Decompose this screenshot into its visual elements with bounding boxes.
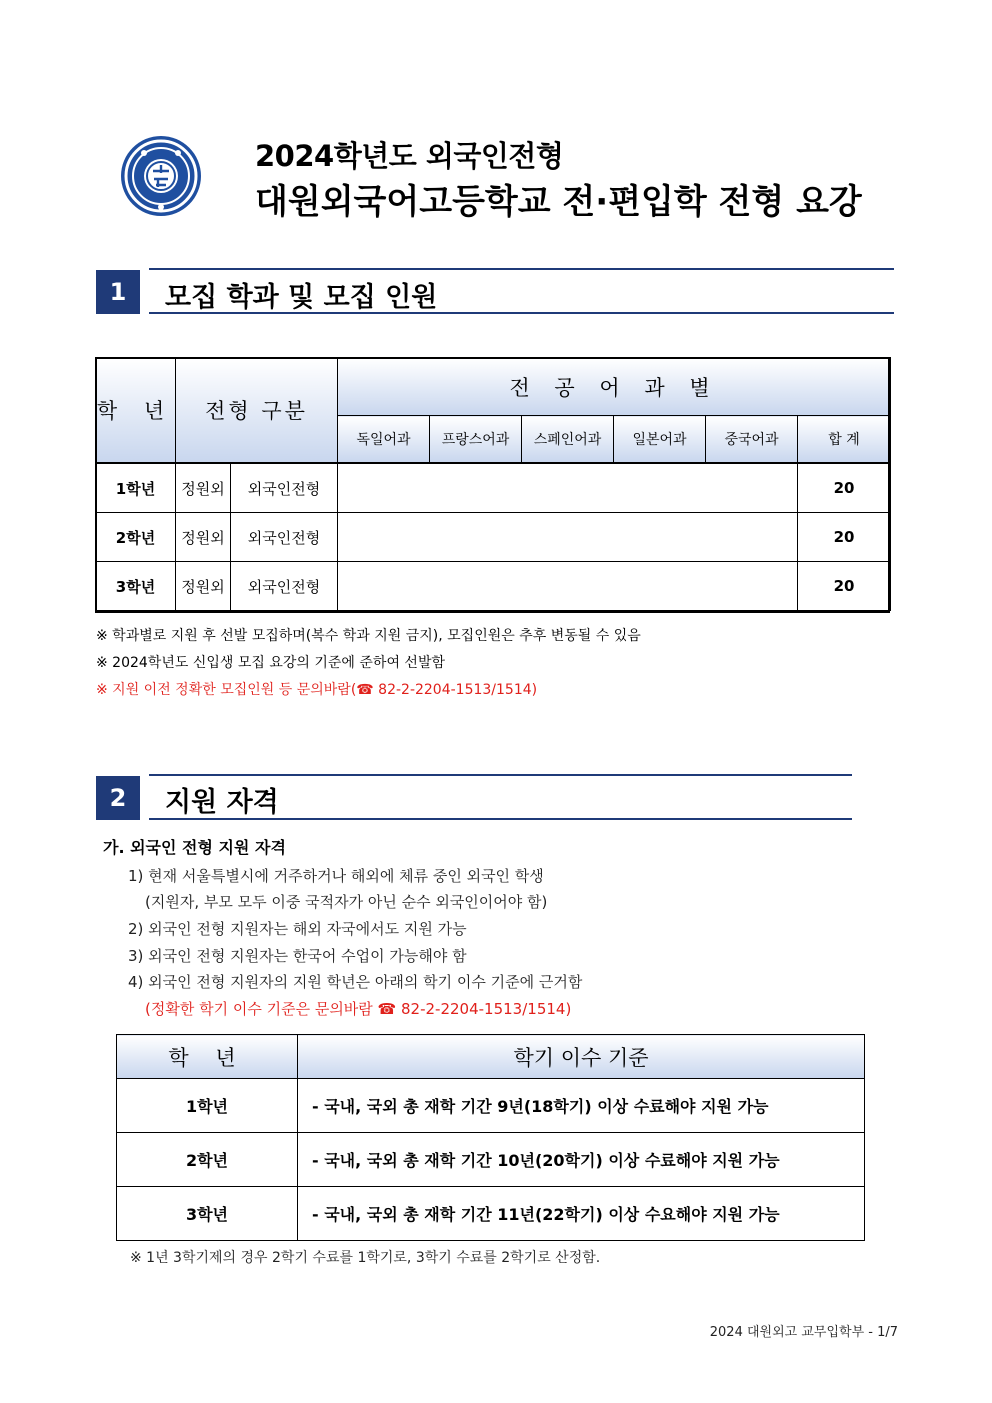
semester-footnote: ※ 1년 3학기제의 경우 2학기 수료를 1학기로, 3학기 수료를 2학기로 산정함.: [130, 1250, 601, 1266]
col-type-header: 전형 구분: [176, 358, 338, 464]
table-row: [117, 1079, 865, 1133]
row-grade: 1학년: [117, 1079, 298, 1133]
col-grade-header: 학 년: [117, 1035, 298, 1079]
row-majors-cell: [338, 513, 798, 562]
col-major-group-header: 전 공 어 과 별: [338, 358, 891, 416]
note-2: ※ 2024학년도 신입생 모집 요강의 기준에 준하여 선발함: [96, 655, 445, 671]
row-criteria: - 국내, 국외 총 재학 기간 10년(20학기) 이상 수료해야 지원 가능: [298, 1133, 865, 1187]
row-grade: 3학년: [117, 1187, 298, 1241]
row-category: 정원외: [176, 562, 231, 611]
note-1: ※ 학과별로 지원 후 선발 모집하며(복수 학과 지원 금지), 모집인원은 추후 변동될 수 있음: [96, 628, 641, 644]
eligibility-item: (지원자, 부모 모두 이중 국적자가 아닌 순수 외국인이어야 함): [145, 893, 548, 911]
table-row: [96, 513, 891, 562]
col-major-japanese: 일본어과: [614, 416, 706, 464]
section1-number: 1: [96, 270, 140, 314]
eligibility-subheading: 가. 외국인 전형 지원 자격: [103, 838, 286, 857]
col-major-spanish: 스페인어과: [522, 416, 614, 464]
col-major-german: 독일어과: [338, 416, 430, 464]
col-major-chinese: 중국어과: [706, 416, 798, 464]
col-major-french: 프랑스어과: [430, 416, 522, 464]
eligibility-item: 1) 현재 서울특별시에 거주하거나 해외에 체류 중인 외국인 학생: [128, 867, 544, 885]
table-row: [96, 463, 891, 513]
row-criteria: - 국내, 국외 총 재학 기간 11년(22학기) 이상 수요해야 지원 가능: [298, 1187, 865, 1241]
row-type: 외국인전형: [231, 463, 338, 513]
row-grade: 3학년: [96, 562, 176, 611]
eligibility-item: 2) 외국인 전형 지원자는 해외 자국에서도 지원 가능: [128, 920, 467, 938]
col-total-header: 합 계: [798, 416, 891, 464]
row-majors-cell: [338, 463, 798, 513]
note-3: ※ 지원 이전 정확한 모집인원 등 문의바람(☎ 82-2-2204-1513/1514): [96, 682, 538, 698]
col-grade-header: 학 년: [96, 358, 176, 464]
row-type: 외국인전형: [231, 562, 338, 611]
col-criteria-header: 학기 이수 기준: [298, 1035, 865, 1079]
row-grade: 2학년: [96, 513, 176, 562]
school-emblem-icon: [120, 135, 202, 217]
section2-title: 지원 자격: [165, 787, 279, 818]
section2-top-rule: [149, 774, 852, 776]
row-grade: 1학년: [96, 463, 176, 513]
section1-title: 모집 학과 및 모집 인원: [165, 282, 438, 313]
semester-criteria-table: [116, 1034, 865, 1241]
recruitment-table: [95, 357, 891, 611]
row-criteria: - 국내, 국외 총 재학 기간 9년(18학기) 이상 수료해야 지원 가능: [298, 1079, 865, 1133]
eligibility-item-contact: (정확한 학기 이수 기준은 문의바람 ☎ 82-2-2204-1513/1514): [145, 1000, 572, 1018]
page-title-line1: 2024학년도 외국인전형: [255, 139, 564, 173]
row-majors-cell: [338, 562, 798, 611]
row-type: 외국인전형: [231, 513, 338, 562]
page-title-line2: 대원외국어고등학교 전·편입학 전형 요강: [255, 182, 862, 222]
eligibility-item: 3) 외국인 전형 지원자는 한국어 수업이 가능해야 함: [128, 947, 467, 965]
row-total: 20: [798, 513, 891, 562]
row-category: 정원외: [176, 463, 231, 513]
section1-top-rule: [149, 268, 894, 270]
row-category: 정원외: [176, 513, 231, 562]
eligibility-item: 4) 외국인 전형 지원자의 지원 학년은 아래의 학기 이수 기준에 근거함: [128, 973, 583, 991]
table-row: [117, 1187, 865, 1241]
table-row: [117, 1133, 865, 1187]
table-row: [96, 562, 891, 611]
page-footer: 2024 대원외고 교무입학부 - 1/7: [709, 1325, 898, 1340]
section2-number: 2: [96, 776, 140, 820]
row-total: 20: [798, 463, 891, 513]
row-total: 20: [798, 562, 891, 611]
row-grade: 2학년: [117, 1133, 298, 1187]
